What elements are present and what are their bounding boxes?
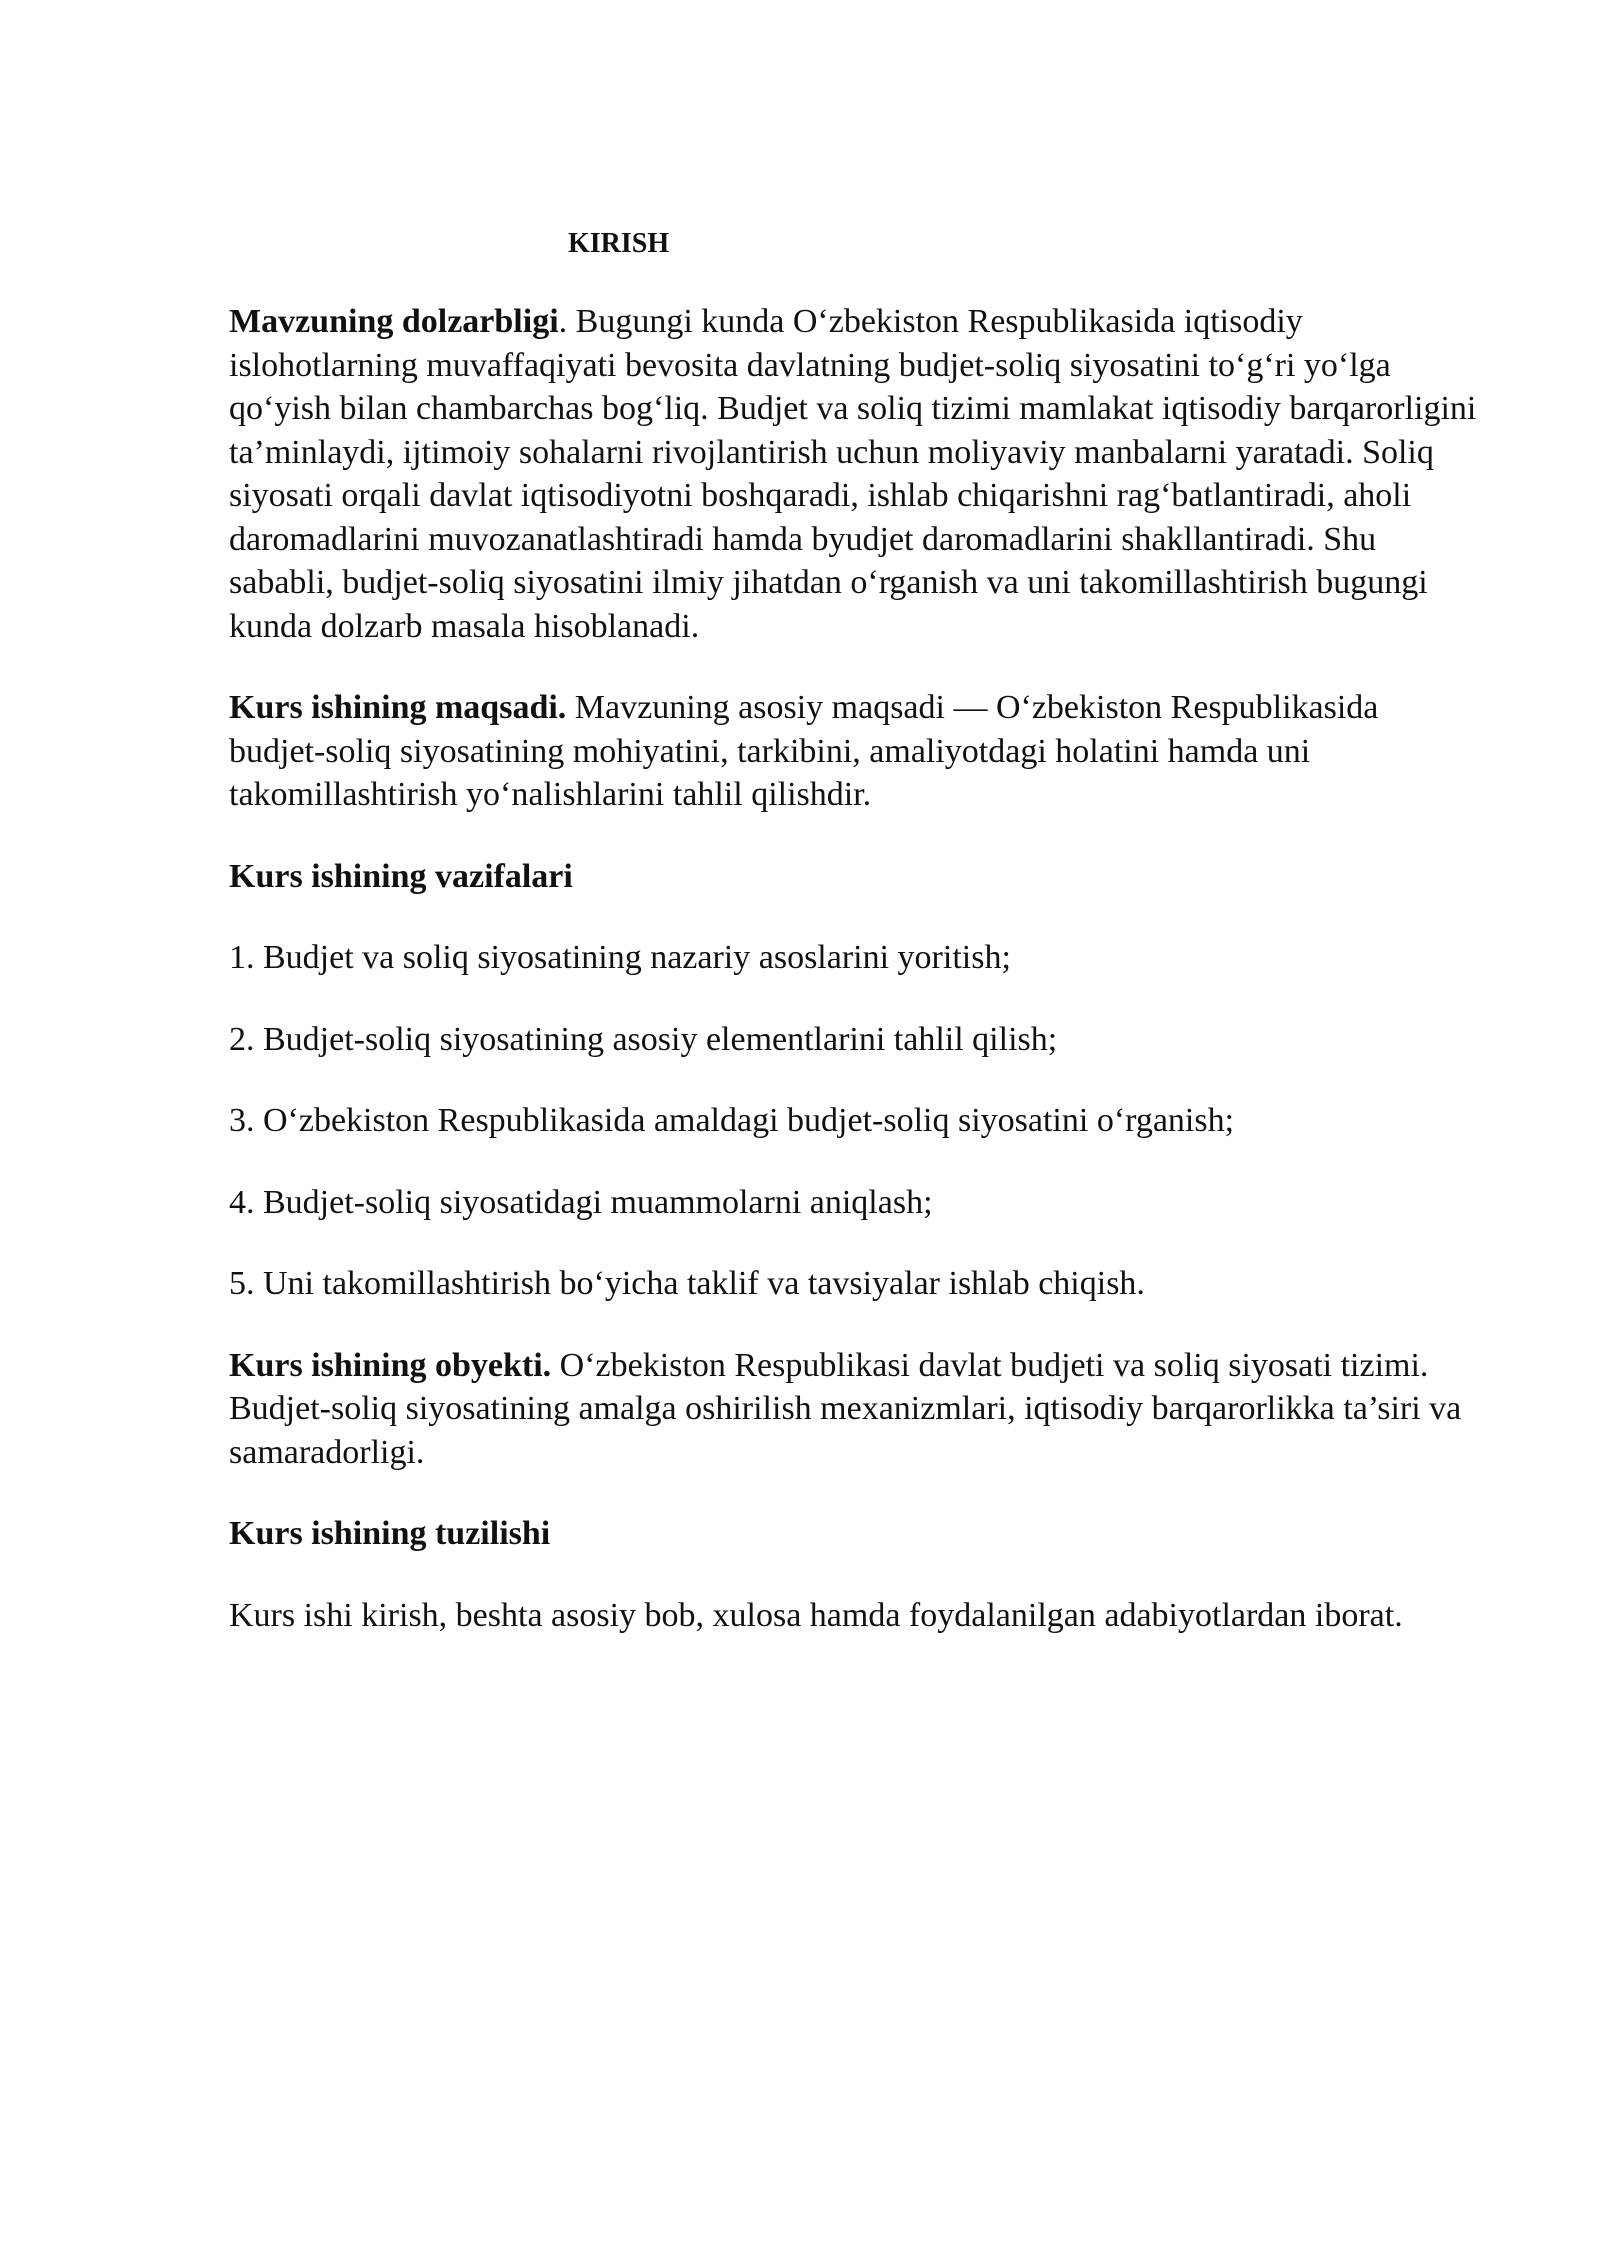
object-label: Kurs ishining obyekti. <box>229 1346 552 1384</box>
goal-paragraph <box>229 686 1479 817</box>
object-text: O‘zbekiston Respublikasi davlat budjeti va soliq siyosati tizimi. Budjet-soliq siyosatining amalga oshirilish mexanizmlari, iqtisodiy barqarorlikka ta’siri va samaradorligi. <box>229 1346 1462 1471</box>
relevance-paragraph <box>229 300 1479 648</box>
document-body <box>229 222 1479 1675</box>
object-paragraph <box>229 1344 1479 1475</box>
relevance-text: . Bugungi kunda O‘zbekiston Respublikasida iqtisodiy islohotlarning muvaffaqiyati bevosita davlatning budjet-soliq siyosatini to‘g‘ri yo‘lga qo‘yish bilan chambarchas bog‘liq. Budjet va soliq tizimi mamlakat iqtisodiy barqarorligini ta’minlaydi, ijtimoiy sohalarni rivojlantirish uchun moliyaviy manbalarni yaratadi. Soliq siyosati orqali davlat iqtisodiyotni boshqaradi, ishlab chiqarishni rag‘batlantiradi, aholi daromadlarini muvozanatlashtiradi hamda byudjet daromadlarini shakllantiradi. Shu sababli, budjet-soliq siyosatini ilmiy jihatdan o‘rganish va uni takomillashtirish bugungi kunda dolzarb masala hisoblanadi. <box>229 303 1477 645</box>
task-item-5: 5. Uni takomillashtirish bo‘yicha taklif va tavsiyalar ishlab chiqish. <box>229 1265 1145 1302</box>
task-item-1: 1. Budjet va soliq siyosatining nazariy asoslarini yoritish; <box>229 939 1011 976</box>
goal-text: Mavzuning asosiy maqsadi — O‘zbekiston Respublikasida budjet-soliq siyosatining mohiyatini, tarkibini, amaliyotdagi holatini hamda uni takomillashtirish yo‘nalishlarini tahlil qilishdir. <box>229 689 1379 813</box>
goal-label: Kurs ishining maqsadi. <box>229 689 567 726</box>
structure-paragraph: Kurs ishi kirish, beshta asosiy bob, xulosa hamda foydalanilgan adabiyotlardan iborat. <box>229 1596 1403 1634</box>
task-item-4: 4. Budjet-soliq siyosatidagi muammolarni aniqlash; <box>229 1183 933 1221</box>
relevance-label: Mavzuning dolzarbligi <box>229 303 559 340</box>
structure-heading: Kurs ishining tuzilishi <box>229 1515 551 1552</box>
tasks-heading: Kurs ishining vazifalari <box>229 857 573 895</box>
page-title: KIRISH <box>568 228 670 259</box>
task-item-3: 3. O‘zbekiston Respublikasida amaldagi budjet-soliq siyosatini o‘rganish; <box>229 1102 1235 1139</box>
task-item-2: 2. Budjet-soliq siyosatining asosiy elementlarini tahlil qilish; <box>229 1020 1058 1058</box>
